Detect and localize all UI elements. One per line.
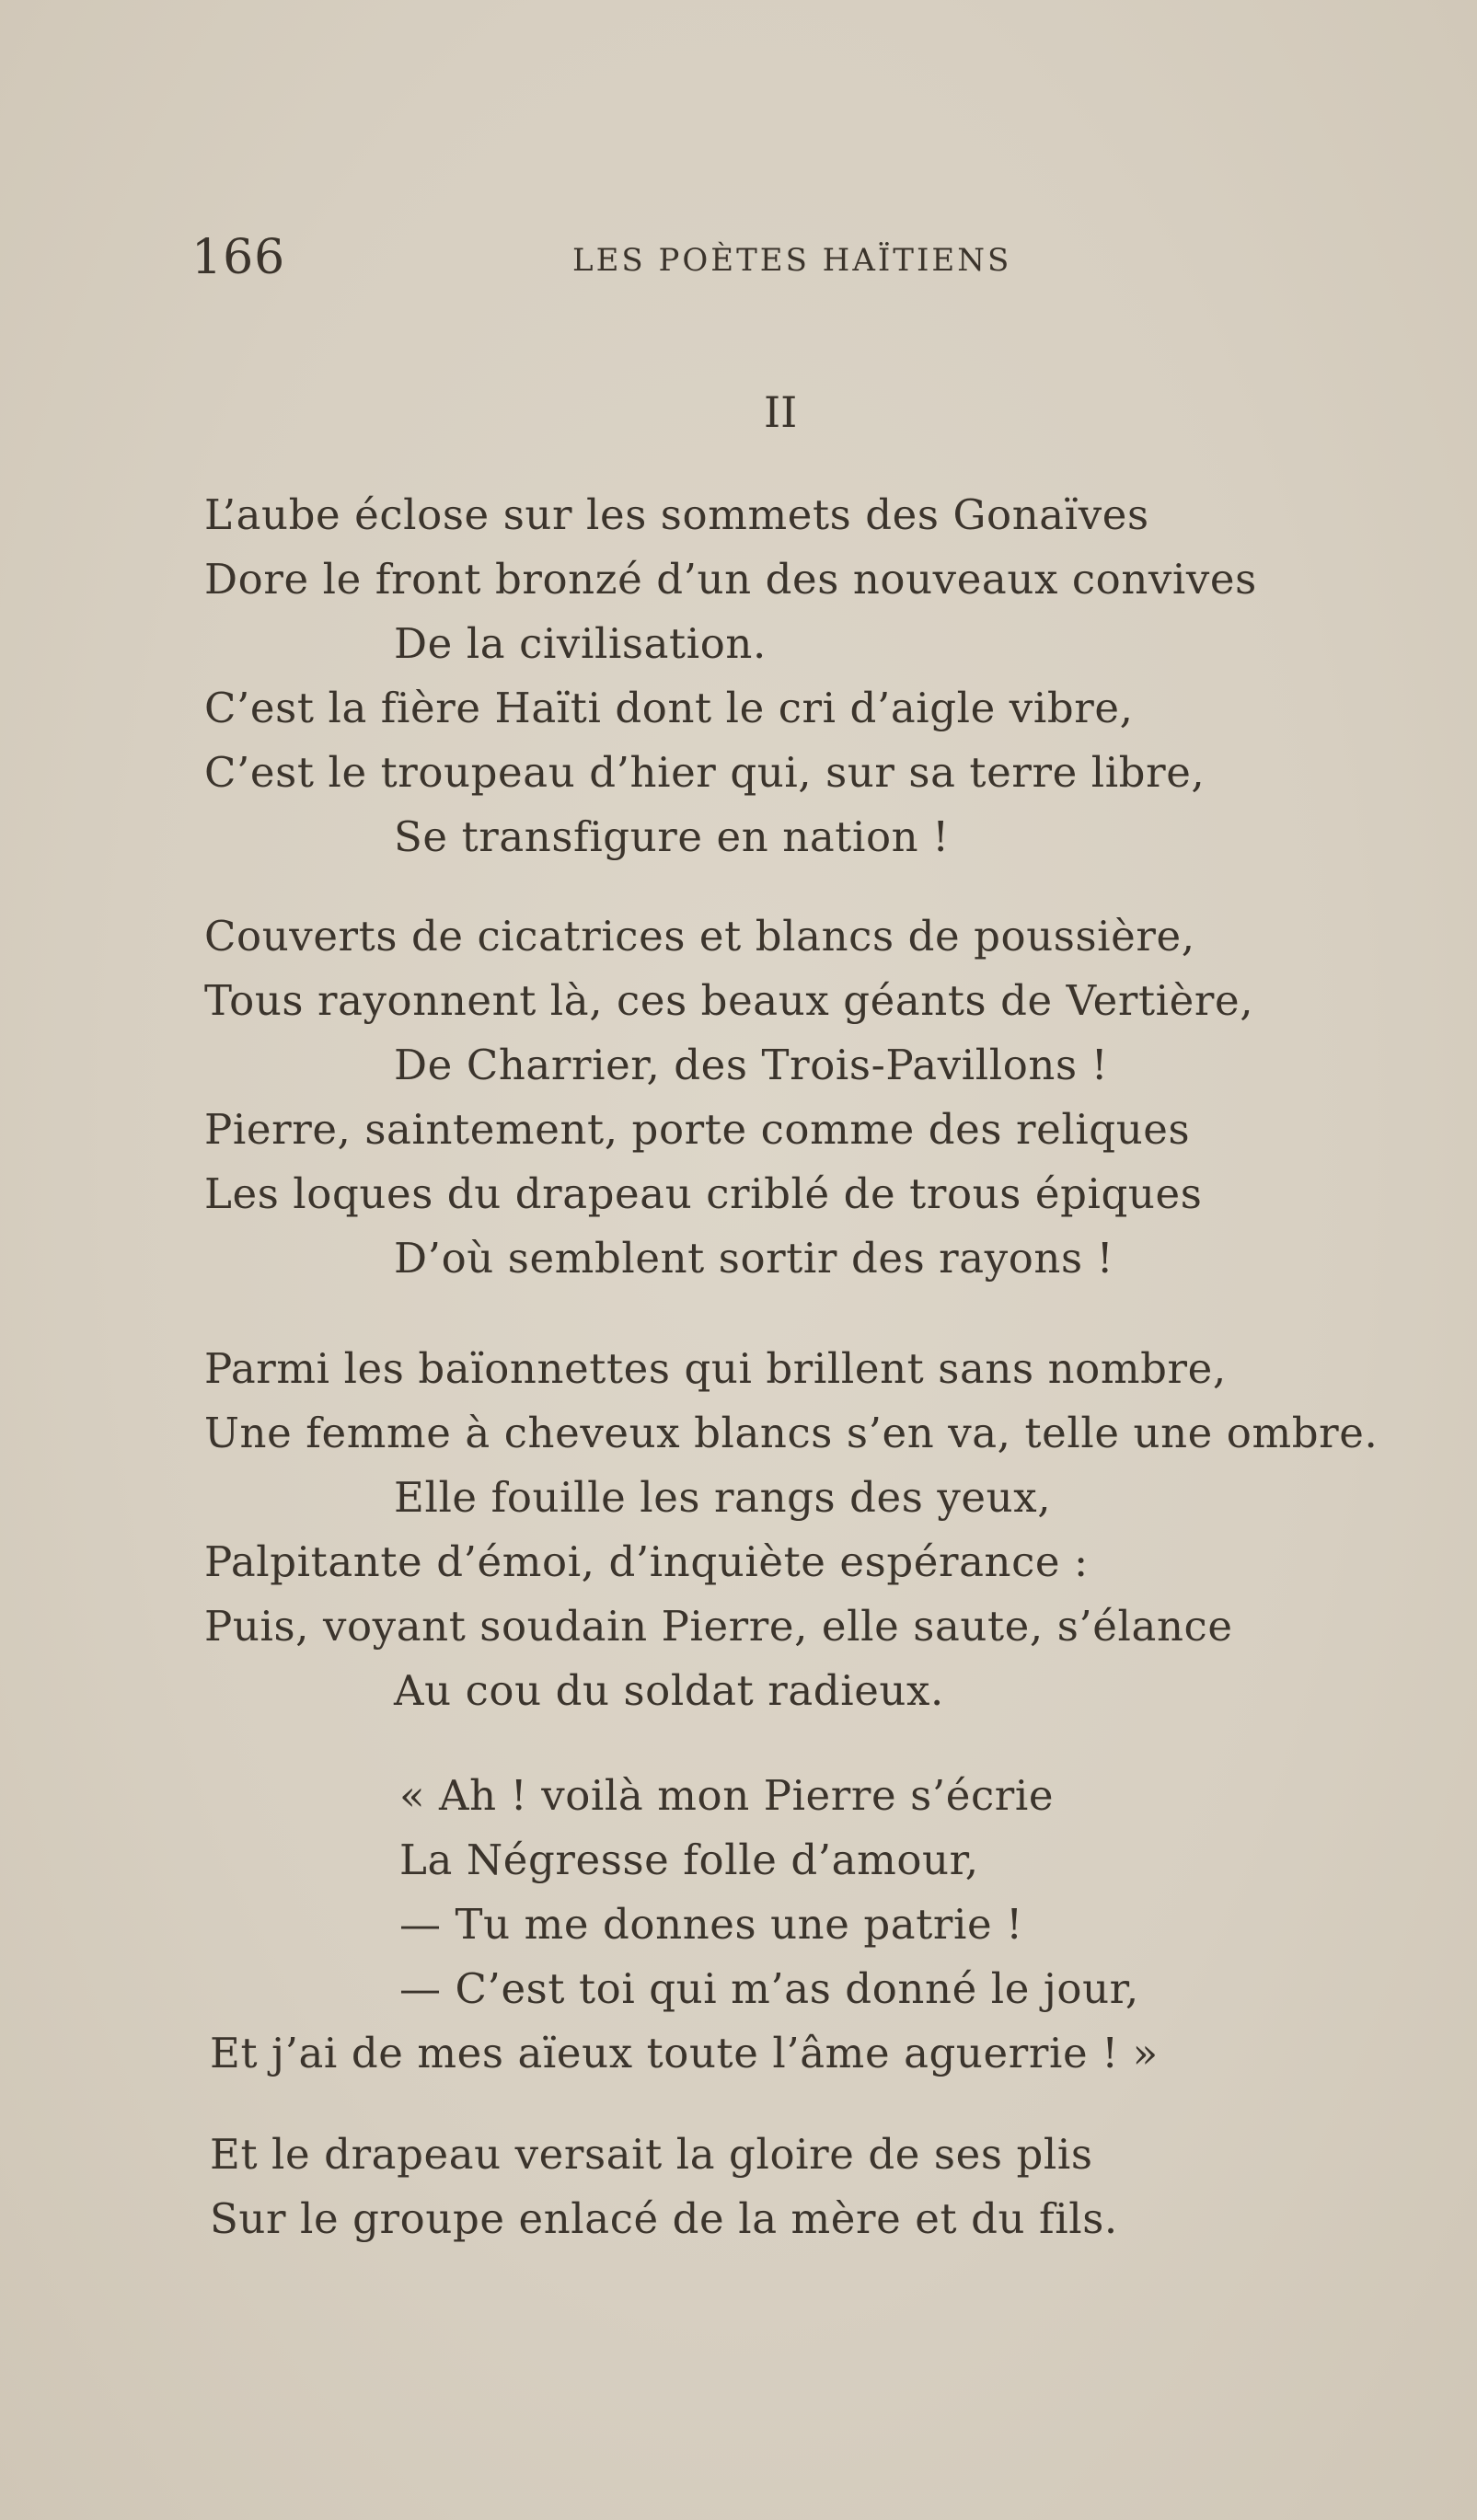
poem-line: Elle fouille les rangs des yeux, [394, 1473, 1052, 1522]
section-number: II [764, 387, 798, 437]
poem-line: Parmi les baïonnettes qui brillent sans nombre, [204, 1344, 1227, 1393]
poem-line: Couverts de cicatrices et blancs de poussière, [204, 912, 1195, 961]
poem-line: « Ah ! voilà mon Pierre s’écrie [399, 1771, 1055, 1820]
poem-line: — Tu me donnes une patrie ! [399, 1900, 1023, 1949]
poem-line: De la civilisation. [394, 619, 767, 668]
poem-line: Les loques du drapeau criblé de trous épiques [204, 1169, 1203, 1218]
poem-line: De Charrier, des Trois-Pavillons ! [394, 1041, 1109, 1089]
running-title: LES POÈTES HAÏTIENS [572, 242, 1012, 279]
poem-line: Tous rayonnent là, ces beaux géants de Vertière, [204, 976, 1254, 1025]
poem-line: Dore le front bronzé d’un des nouveaux convives [204, 555, 1257, 604]
page-number: 166 [191, 230, 286, 285]
poem-line: C’est le troupeau d’hier qui, sur sa terre libre, [204, 748, 1206, 797]
running-head [0, 225, 1477, 290]
poem-line: C’est la fière Haïti dont le cri d’aigle vibre, [204, 684, 1134, 732]
poem-line: Et j’ai de mes aïeux toute l’âme aguerrie ! » [210, 2029, 1159, 2077]
poem-line: — C’est toi qui m’as donné le jour, [399, 1964, 1139, 2013]
poem-line: Palpitante d’émoi, d’inquiète espérance : [204, 1537, 1089, 1586]
poem-line: Pierre, saintement, porte comme des reliques [204, 1105, 1191, 1154]
poem-line: Au cou du soldat radieux. [394, 1666, 944, 1715]
poem-line: L’aube éclose sur les sommets des Gonaïves [204, 490, 1149, 539]
poem-line: Se transfigure en nation ! [394, 812, 950, 861]
poem-line: D’où semblent sortir des rayons ! [394, 1234, 1114, 1283]
poem-line: La Négresse folle d’amour, [399, 1835, 979, 1884]
poem-line: Et le drapeau versait la gloire de ses plis [210, 2130, 1093, 2179]
poem-line: Sur le groupe enlacé de la mère et du fils. [210, 2194, 1118, 2243]
poem-line: Une femme à cheveux blancs s’en va, telle une ombre. [204, 1409, 1379, 1457]
poem-line: Puis, voyant soudain Pierre, elle saute, s’élance [204, 1602, 1233, 1651]
